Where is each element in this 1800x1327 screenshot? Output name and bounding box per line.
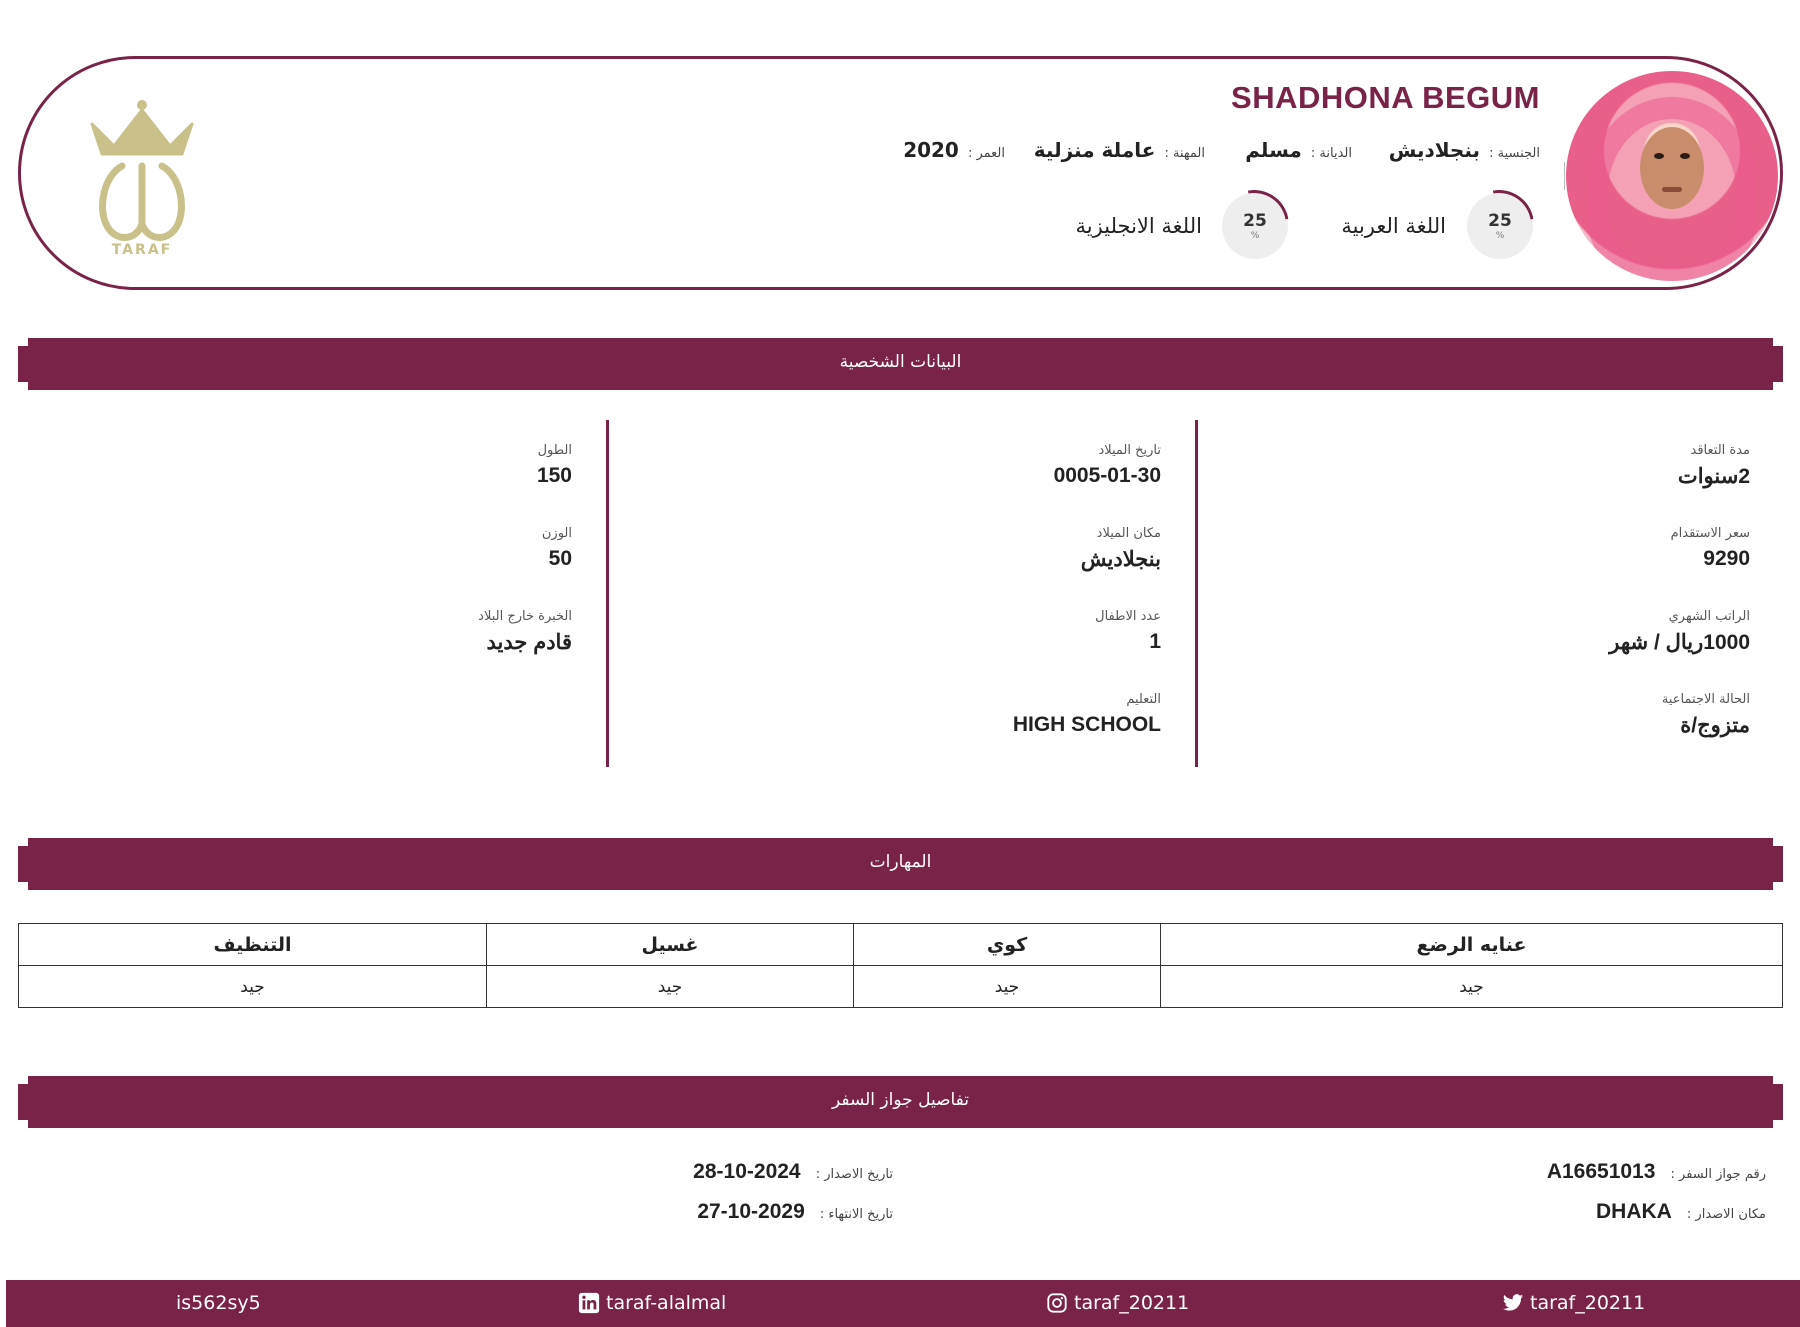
field-weight (542, 526, 572, 571)
field-label: مدة التعاقد (1690, 443, 1750, 458)
footer-twitter-link[interactable] (1502, 1292, 1645, 1314)
logo-text: TARAF (111, 242, 173, 258)
field-label: الوزن (541, 526, 572, 541)
field-value: 1 (1149, 630, 1161, 653)
profile-photo (1566, 71, 1778, 281)
info-value: بنجلاديش (1388, 138, 1481, 162)
footer-instagram-link[interactable] (1046, 1292, 1189, 1314)
field-monthly-salary (1609, 609, 1750, 655)
column-divider (1195, 420, 1198, 767)
skill-rating: جيد (487, 966, 854, 1008)
skills-header-row (19, 924, 1783, 966)
footer-code (176, 1292, 261, 1314)
field-label: التعليم (1126, 692, 1161, 707)
info-religion (1245, 138, 1352, 162)
section-title: البيانات الشخصية (839, 352, 962, 372)
section-bar-personal (18, 338, 1783, 390)
field-label: الطول (537, 443, 572, 458)
info-profession (1034, 138, 1205, 162)
field-education (1013, 692, 1161, 737)
field-marital-status (1662, 692, 1750, 738)
field-value: متزوج/ة (1680, 714, 1750, 737)
passport-label: رقم جواز السفر : (1670, 1167, 1766, 1182)
skill-name: التنظيف (19, 924, 487, 966)
field-value: قادم جديد (486, 631, 572, 654)
info-label: العمر : (967, 146, 1005, 161)
skills-table (18, 923, 1783, 1008)
info-age (903, 138, 1005, 162)
info-value: مسلم (1245, 138, 1302, 162)
field-label: الخبرة خارج البلاد (478, 609, 572, 624)
worker-name: SHADHONA BEGUM (1231, 80, 1540, 115)
skill-name: كوي (854, 924, 1161, 966)
passport-label: مكان الاصدار : (1686, 1207, 1766, 1222)
section-bar-passport (18, 1076, 1783, 1128)
passport-issue-date (693, 1160, 893, 1184)
field-label: سعر الاستقدام (1670, 526, 1750, 541)
english-language-label: اللغة الانجليزية (1075, 214, 1202, 238)
field-label: عدد الاطفال (1095, 609, 1161, 624)
taraf-logo (84, 96, 200, 258)
section-title: المهارات (869, 852, 932, 872)
field-birth-place (1081, 526, 1161, 572)
field-value: 2سنوات (1677, 465, 1750, 488)
footer-bar (6, 1280, 1800, 1327)
field-value: 150 (536, 464, 572, 487)
section-bar-skills (18, 838, 1783, 890)
gauge-value: 25 (1488, 211, 1512, 231)
field-children-count (1095, 609, 1161, 654)
footer-linkedin-link[interactable] (578, 1292, 726, 1314)
column-divider (606, 420, 609, 767)
arabic-language-label: اللغة العربية (1341, 214, 1446, 238)
passport-number (1547, 1160, 1766, 1184)
skills-rating-row (19, 966, 1783, 1008)
header-divider (1564, 162, 1565, 190)
field-experience-abroad (478, 609, 572, 655)
section-title: تفاصيل جواز السفر (831, 1090, 970, 1110)
arabic-level-gauge (1467, 193, 1533, 259)
passport-expiry-date (697, 1200, 893, 1224)
field-value: 0005-01-30 (1053, 464, 1161, 487)
info-label: الجنسية : (1489, 146, 1540, 161)
gauge-value: 25 (1243, 211, 1267, 231)
skill-name: غسيل (487, 924, 854, 966)
gauge-unit: % (1250, 231, 1260, 241)
skill-name: عنايه الرضع (1161, 924, 1783, 966)
info-label: الديانة : (1310, 146, 1352, 161)
info-label: المهنة : (1164, 146, 1205, 161)
field-value: بنجلاديش (1080, 548, 1161, 571)
field-contract-duration (1678, 443, 1750, 489)
footer-code-text: is562sy5 (176, 1292, 261, 1314)
info-value: 2020 (903, 138, 959, 162)
field-value: 9290 (1703, 547, 1750, 570)
passport-label: تاريخ الانتهاء : (819, 1207, 893, 1222)
field-label: الراتب الشهري (1668, 609, 1750, 624)
passport-label: تاريخ الاصدار : (815, 1167, 893, 1182)
linkedin-handle: taraf-alalmal (606, 1292, 727, 1314)
field-value: 50 (548, 547, 572, 570)
twitter-handle: taraf_20211 (1530, 1292, 1646, 1314)
field-height (537, 443, 572, 488)
passport-value: DHAKA (1596, 1200, 1672, 1223)
passport-value: 2024-10-28 (693, 1160, 801, 1183)
skill-rating: جيد (1161, 966, 1783, 1008)
instagram-icon (1046, 1292, 1068, 1314)
field-value: HIGH SCHOOL (1012, 713, 1161, 736)
passport-issue-place (1596, 1200, 1766, 1224)
skill-rating: جيد (854, 966, 1161, 1008)
skill-rating: جيد (19, 966, 487, 1008)
info-nationality (1389, 138, 1540, 162)
instagram-handle: taraf_20211 (1074, 1292, 1190, 1314)
linkedin-icon (578, 1292, 600, 1314)
passport-value: A16651013 (1546, 1160, 1656, 1183)
gauge-unit: % (1495, 231, 1505, 241)
field-label: مكان الميلاد (1096, 526, 1161, 541)
field-value: 1000ريال / شهر (1609, 631, 1750, 654)
field-label: تاريخ الميلاد (1098, 443, 1161, 458)
twitter-icon (1502, 1292, 1524, 1314)
passport-value: 2029-10-27 (697, 1200, 805, 1223)
field-recruitment-price (1671, 526, 1750, 571)
english-level-gauge (1222, 193, 1288, 259)
field-label: الحالة الاجتماعية (1661, 692, 1750, 707)
field-birth-date (1054, 443, 1161, 488)
info-value: عاملة منزلية (1033, 138, 1156, 162)
